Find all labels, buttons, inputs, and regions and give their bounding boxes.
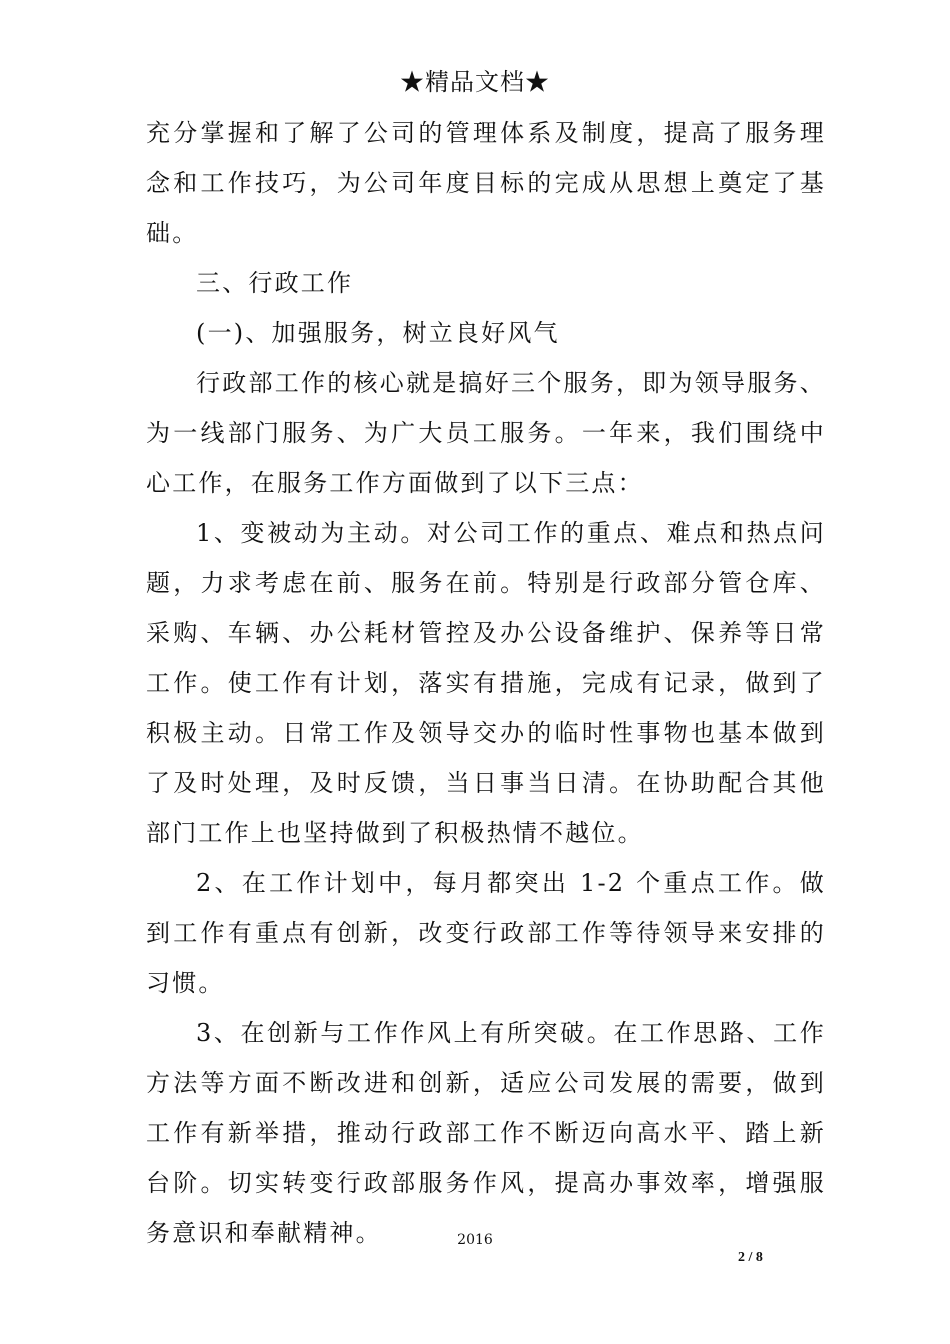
- document-body: [146, 108, 826, 1258]
- list-item-paragraph: 1、变被动为主动。对公司工作的重点、难点和热点问题，力求考虑在前、服务在前。特别是行政部分管仓库、采购、车辆、办公耗材管控及办公设备维护、保养等日常工作。使工作有计划，落实有措施，完成有记录，做到了积极主动。日常工作及领导交办的临时性事物也基本做到了及时处理，及时反馈，当日事当日清。在协助配合其他部门工作上也坚持做到了积极热情不越位。: [146, 519, 826, 847]
- footer-year: 2016: [457, 1232, 493, 1248]
- page-number: 2 / 8: [738, 1250, 763, 1265]
- page-header-title: ★精品文档★: [400, 68, 550, 96]
- section-heading: 三、行政工作: [196, 269, 354, 297]
- list-item-paragraph: 2、在工作计划中，每月都突出 1-2 个重点工作。做到工作有重点有创新，改变行政部工作等待领导来安排的习惯。: [146, 869, 826, 997]
- paragraph: 行政部工作的核心就是搞好三个服务，即为领导服务、为一线部门服务、为广大员工服务。一年来，我们围绕中心工作，在服务工作方面做到了以下三点：: [146, 369, 826, 497]
- paragraph-continuation: 充分掌握和了解了公司的管理体系及制度，提高了服务理念和工作技巧，为公司年度目标的完成从思想上奠定了基础。: [146, 119, 826, 247]
- subsection-heading: (一)、加强服务，树立良好风气: [196, 319, 560, 347]
- list-item-paragraph: 3、在创新与工作作风上有所突破。在工作思路、工作方法等方面不断改进和创新，适应公司发展的需要，做到工作有新举措，推动行政部工作不断迈向高水平、踏上新台阶。切实转变行政部服务作风，提高办事效率，增强服务意识和奉献精神。: [146, 1019, 826, 1247]
